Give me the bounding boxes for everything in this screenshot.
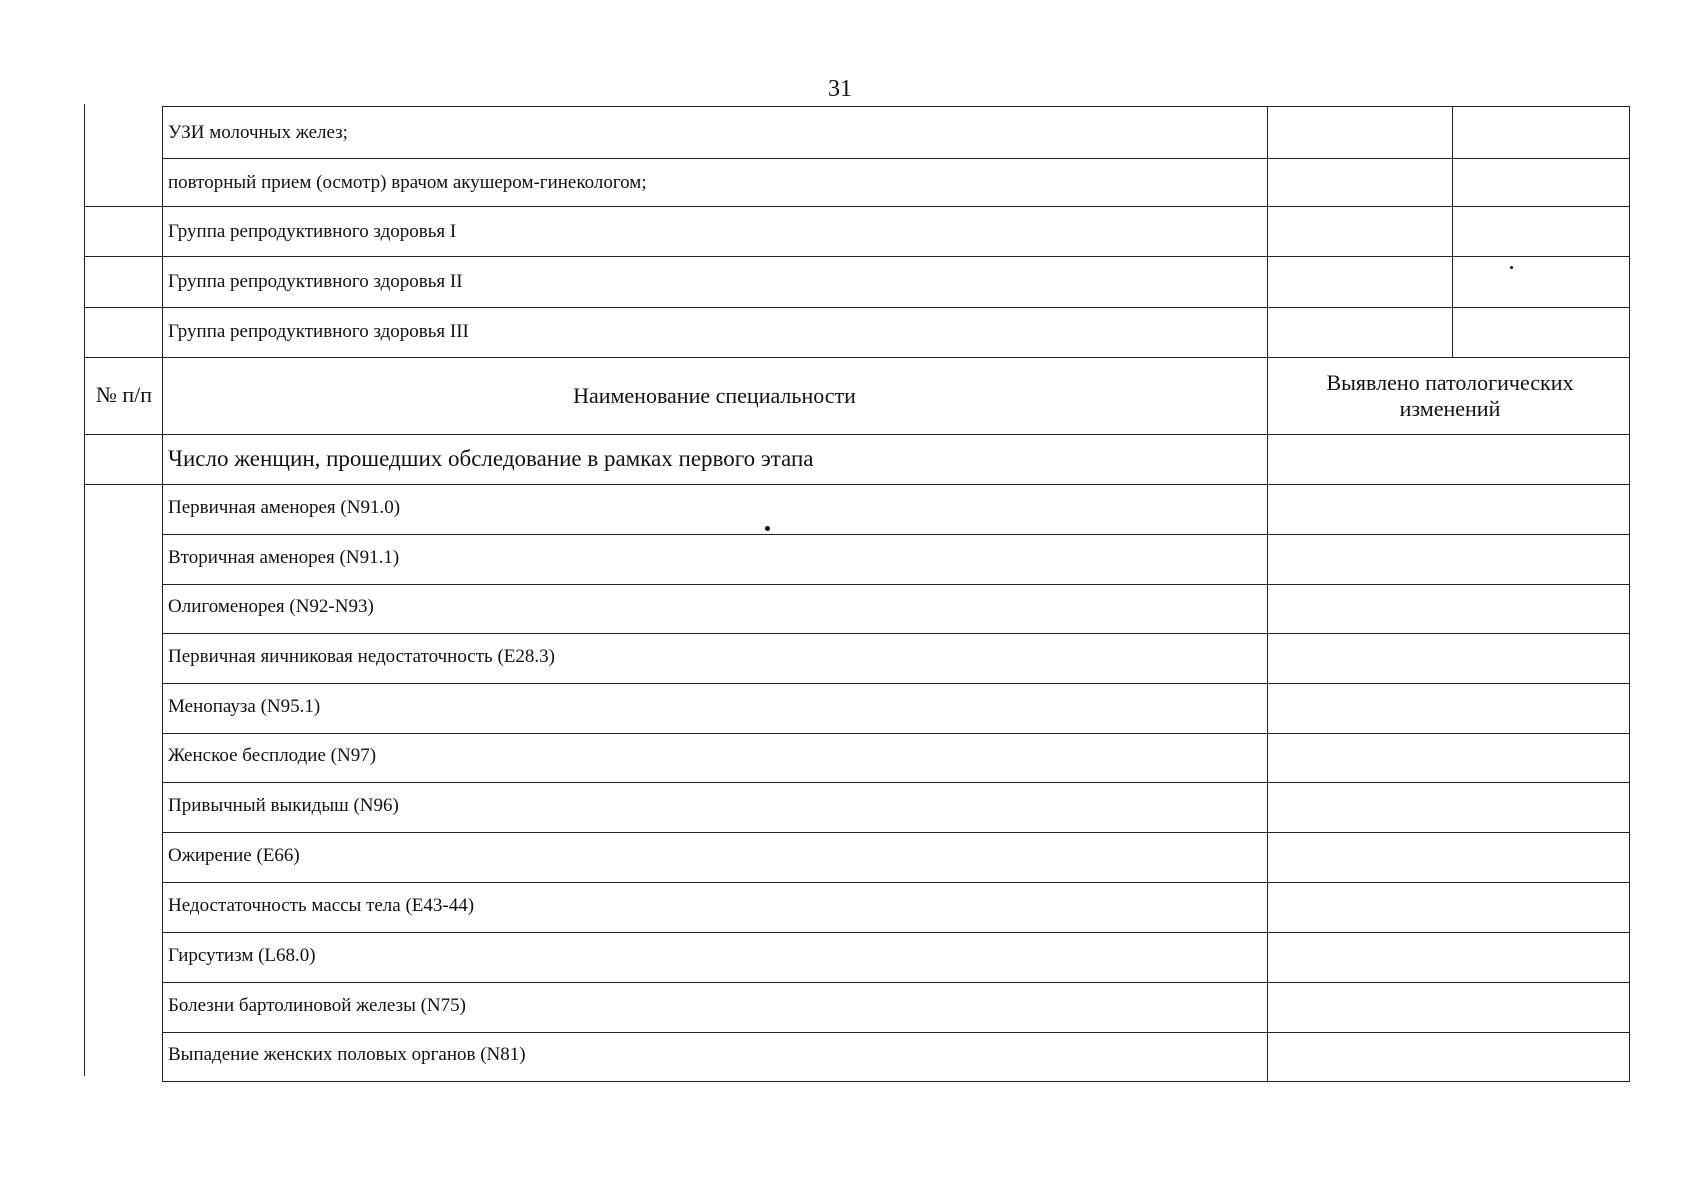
diagnosis-row: Болезни бартолиновой железы (N75)	[168, 995, 466, 1016]
upper-row-group-2: Группа репродуктивного здоровья II	[168, 271, 463, 292]
diagnosis-row: Первичная яичниковая недостаточность (E28.3)	[168, 646, 555, 667]
diagnosis-row: Менопауза (N95.1)	[168, 696, 321, 717]
diagnosis-row: Привычный выкидыш (N96)	[168, 795, 399, 816]
diagnosis-row: Ожирение (E66)	[168, 845, 300, 866]
header-name-col: Наименование специальности	[573, 383, 856, 408]
scan-dot	[1510, 266, 1513, 269]
diagnosis-row: Гирсутизм (L68.0)	[168, 945, 316, 966]
upper-row-group-1: Группа репродуктивного здоровья I	[168, 221, 457, 242]
upper-row-group-3: Группа репродуктивного здоровья III	[168, 321, 469, 342]
upper-row-repeat-visit: повторный прием (осмотр) врачом акушером-гинекологом;	[168, 172, 647, 193]
diagnosis-row: Олигоменорея (N92-N93)	[168, 596, 374, 617]
diagnosis-row: Недостаточность массы тела (E43-44)	[168, 895, 475, 916]
scan-dot	[765, 526, 770, 531]
diagnosis-row: Выпадение женских половых органов (N81)	[168, 1044, 526, 1065]
summary-row-label: Число женщин, прошедших обследование в рамках первого этапа	[168, 446, 814, 471]
header-result-col: Выявлено патологических изменений	[1326, 370, 1574, 421]
upper-row-uzi: УЗИ молочных желез;	[168, 122, 348, 143]
diagnosis-row: Вторичная аменорея (N91.1)	[168, 547, 400, 568]
header-number-col: № п/п	[95, 382, 153, 407]
page-number: 31	[828, 76, 852, 102]
diagnosis-row: Первичная аменорея (N91.0)	[168, 497, 401, 518]
diagnosis-row: Женское бесплодие (N97)	[168, 745, 377, 766]
